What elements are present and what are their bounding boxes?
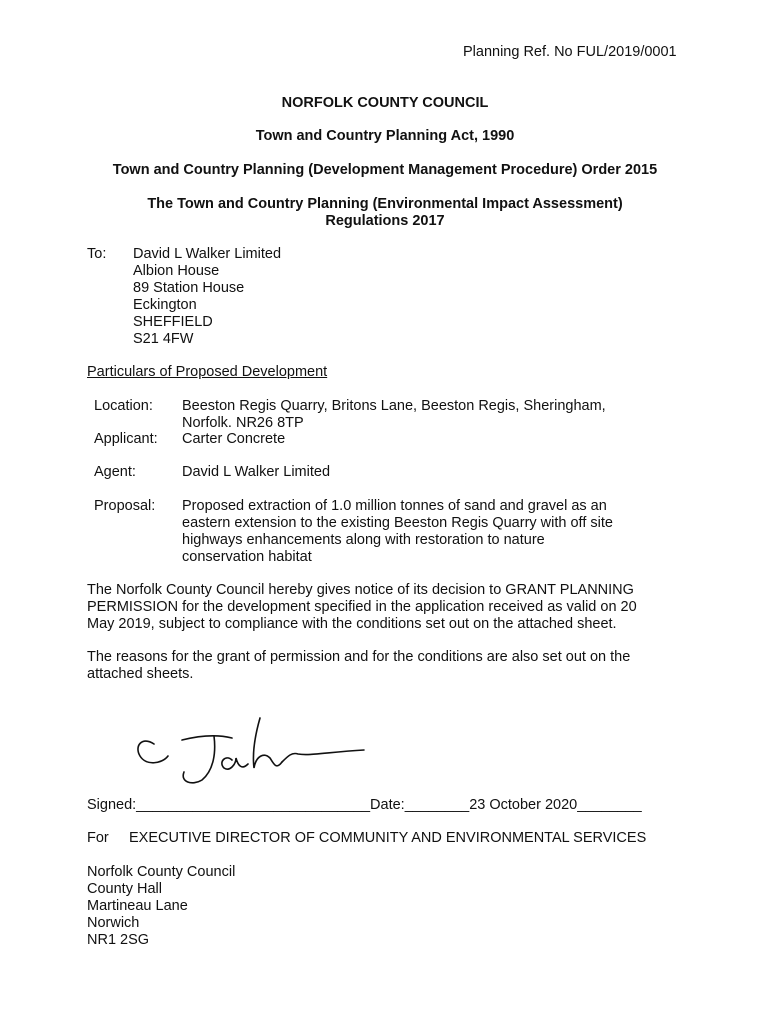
act-title: Town and Country Planning Act, 1990 (255, 128, 515, 144)
regulations-title-line2: Regulations 2017 (325, 213, 445, 229)
recipient-address-line: David L Walker Limited (133, 246, 282, 262)
recipient-address-line: 89 Station House (133, 280, 245, 296)
proposal-line: Proposed extraction of 1.0 million tonnes of sand and gravel as an (182, 498, 607, 514)
council-address (87, 864, 235, 949)
handwritten-signature (132, 712, 372, 802)
reasons-paragraph (87, 649, 630, 683)
decision-line: May 2019, subject to compliance with the conditions set out on the attached sheet. (87, 616, 617, 632)
applicant-label: Applicant: (94, 431, 158, 447)
to-label: To: (87, 246, 107, 262)
decision-paragraph (87, 582, 637, 633)
proposal-line: eastern extension to the existing Beeston Regis Quarry with off site (182, 515, 613, 531)
reasons-line: The reasons for the grant of permission and for the conditions are also set out on the (87, 649, 631, 665)
location-line: Norfolk. NR26 8TP (182, 415, 304, 431)
agent-value: David L Walker Limited (182, 464, 331, 480)
recipient-address (133, 246, 281, 348)
planning-reference: Planning Ref. No FUL/2019/0001 (463, 44, 677, 60)
agent-label: Agent: (94, 464, 136, 480)
decision-line: PERMISSION for the development specified in the application received as valid on 20 (87, 599, 637, 615)
regulations-title-line1: The Town and Country Planning (Environmental Impact Assessment) (147, 196, 623, 212)
decision-line: The Norfolk County Council hereby gives notice of its decision to GRANT PLANNING (87, 582, 634, 598)
council-address-line: NR1 2SG (87, 932, 150, 948)
for-label: For (87, 830, 109, 846)
recipient-address-line: Eckington (133, 297, 197, 313)
reasons-line: attached sheets. (87, 666, 194, 682)
location-value (182, 398, 606, 432)
council-address-line: Martineau Lane (87, 898, 188, 914)
recipient-address-line: Albion House (133, 263, 220, 279)
council-address-line: Norfolk County Council (87, 864, 236, 880)
proposal-line: conservation habitat (182, 549, 312, 565)
location-line: Beeston Regis Quarry, Britons Lane, Beeston Regis, Sheringham, (182, 398, 606, 414)
council-address-line: Norwich (87, 915, 140, 931)
order-title: Town and Country Planning (Development Management Procedure) Order 2015 (112, 162, 658, 178)
applicant-value: Carter Concrete (182, 431, 286, 447)
recipient-address-line: S21 4FW (133, 331, 194, 347)
proposal-label: Proposal: (94, 498, 156, 514)
for-value: EXECUTIVE DIRECTOR OF COMMUNITY AND ENVIRONMENTAL SERVICES (129, 830, 647, 846)
signed-date-line: Signed:_____________________________Date:________23 October 2020________ (87, 797, 642, 813)
proposal-value (182, 498, 613, 566)
location-label: Location: (94, 398, 153, 414)
proposal-line: highways enhancements along with restoration to nature (182, 532, 545, 548)
recipient-address-line: SHEFFIELD (133, 314, 213, 330)
particulars-heading: Particulars of Proposed Development (87, 364, 328, 380)
council-address-line: County Hall (87, 881, 162, 897)
council-title: NORFOLK COUNTY COUNCIL (281, 95, 489, 111)
